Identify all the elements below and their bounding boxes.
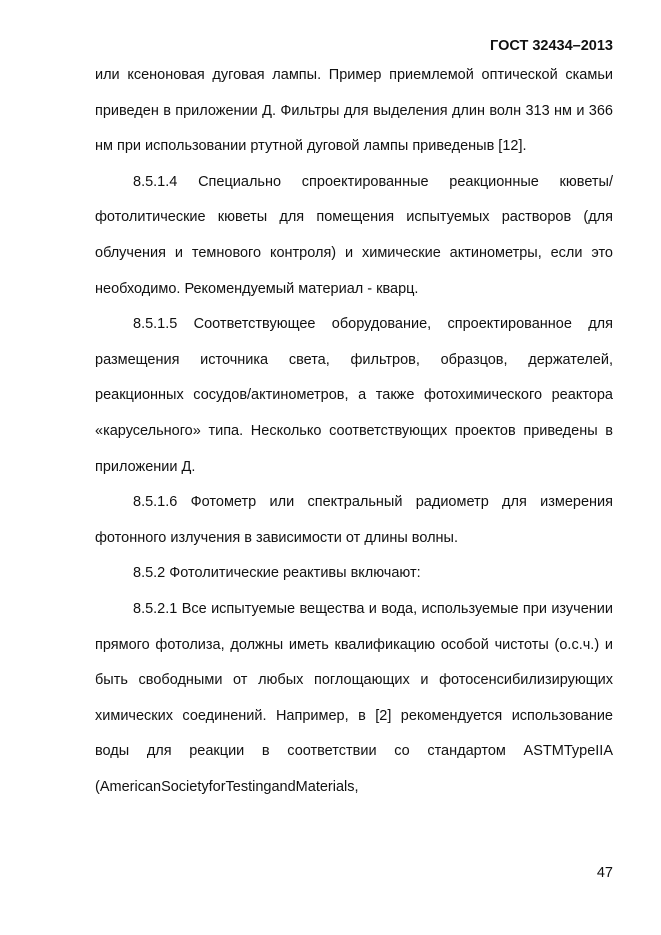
paragraph-8-5-2-1: 8.5.2.1 Все испытуемые вещества и вода, используемые при изучении прямого фотолиза, должны иметь квалификацию особой чистоты (о.с.ч.) и быть свободными от любых поглощающих и фотосенсибилизирующих химических соединений. Например, в [2] рекомендуется использование воды для реакции в соответствии со стандартом ASTMTypeIIA (AmericanSocietyforTestingandMaterials, (95, 600, 613, 795)
paragraph-continuation: или ксеноновая дуговая лампы. Пример приемлемой оптической скамьи приведен в приложении Д. Фильтры для выделения длин волн 313 нм и 366 нм при использовании ртутной дуговой лампы приведеныв [12]. (95, 67, 613, 155)
page-number: 47 (596, 865, 613, 881)
paragraph-8-5-2: 8.5.2 Фотолитические реактивы включают: (133, 565, 421, 582)
paragraph-8-5-1-5: 8.5.1.5 Соответствующее оборудование, спроектированное для размещения источника света, фильтров, образцов, держателей, реакционных сосудов/актинометров, а также фотохимического реактора «карусельного» типа. Несколько соответствующих проектов приведены в приложении Д. (95, 316, 613, 475)
paragraph-8-5-1-4: 8.5.1.4 Специально спроектированные реакционные кюветы/ фотолитические кюветы для помещения испытуемых растворов (для облучения и темнового контроля) и химические актинометры, если это необходимо. Рекомендуемый материал - кварц. (95, 173, 613, 297)
body-text (95, 58, 613, 805)
document-code-header: ГОСТ 32434–2013 (490, 38, 613, 54)
paragraph-8-5-1-6: 8.5.1.6 Фотометр или спектральный радиометр для измерения фотонного излучения в зависимости от длины волны. (95, 494, 613, 546)
